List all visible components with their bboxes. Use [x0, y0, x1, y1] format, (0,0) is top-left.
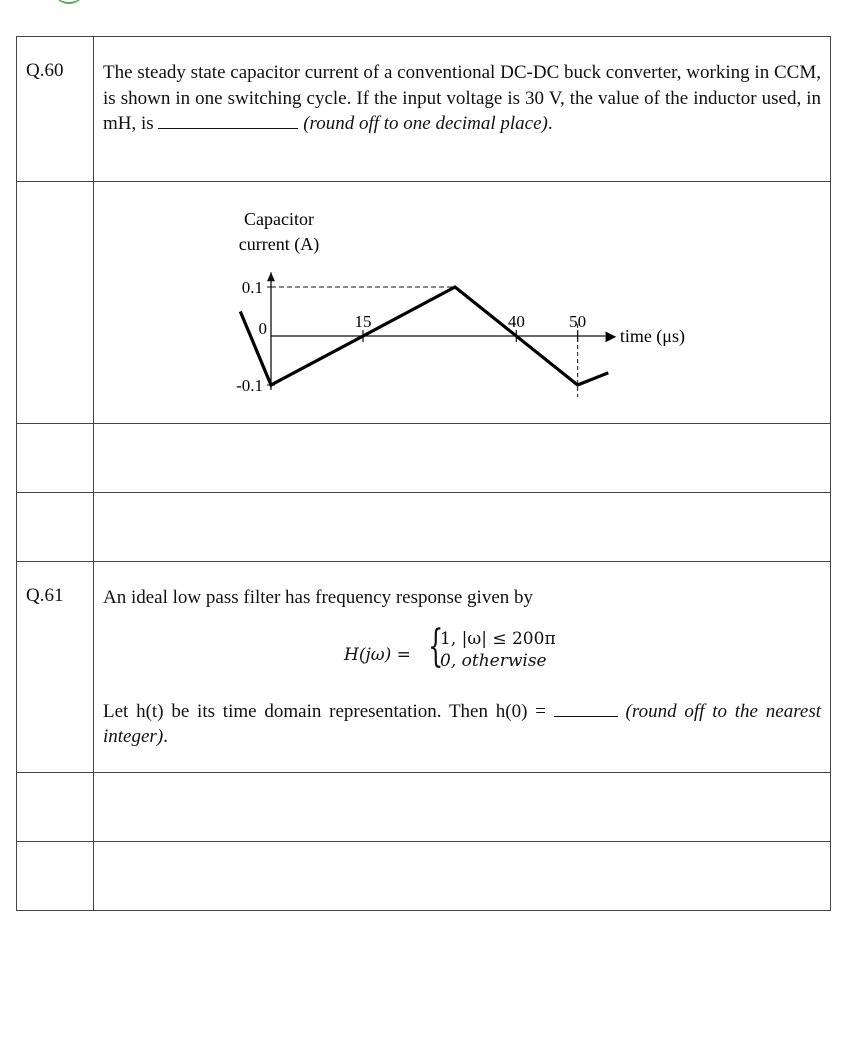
x-tick-label: 15 — [354, 312, 372, 331]
rounding-note: (round off to one decimal place) — [303, 113, 548, 134]
empty-row — [17, 842, 831, 911]
y-tick-label: -0.1 — [236, 376, 263, 395]
chart-axes — [267, 272, 605, 397]
x-axis-label: ►time (μs) — [602, 326, 685, 346]
question-row — [17, 562, 831, 773]
empty-cell — [17, 842, 94, 911]
question-text — [94, 562, 830, 750]
empty-row — [17, 493, 831, 562]
y-axis-label-line1: Capacitor — [244, 209, 314, 229]
y-tick-label: 0.1 — [241, 278, 263, 297]
question-text — [94, 37, 830, 137]
equation-case-2: 0, otherwise — [440, 650, 547, 671]
question-number: Q.60 — [26, 60, 64, 81]
question-text-cell — [94, 37, 831, 182]
x-tick-label: 50 — [569, 312, 587, 331]
y-axis-arrowhead — [267, 272, 275, 281]
empty-cell — [94, 773, 831, 842]
empty-cell — [17, 182, 94, 424]
y-axis-label-line2: current (A) — [238, 234, 320, 254]
question-table — [16, 36, 831, 911]
equation-block — [103, 620, 821, 697]
question-stem-line — [103, 699, 821, 750]
empty-cell — [17, 424, 94, 493]
empty-row — [17, 424, 831, 493]
equation-lhs: H(jω) = — [344, 644, 411, 665]
rounding-note: (round off to the nearest integer) — [103, 700, 822, 747]
question-stem: The steady state capacitor current of a conventional DC-DC buck converter, working in CCM, is shown in one switching cycle. If the input voltage is 30 V, the value of the inductor used, in mH, is — [103, 62, 821, 134]
question-number: Q.61 — [26, 585, 64, 606]
figure-row — [17, 182, 831, 424]
empty-cell — [94, 842, 831, 911]
empty-cell — [94, 493, 831, 562]
logo-fragment — [52, 0, 86, 4]
question-text-cell — [94, 562, 831, 773]
answer-blank — [158, 111, 298, 129]
x-tick-label: 40 — [507, 312, 525, 331]
question-stem: Let h(t) be its time domain representation. Then h(0) = — [103, 700, 546, 722]
question-intro: An ideal low pass filter has frequency response given by — [103, 587, 534, 608]
empty-cell — [17, 493, 94, 562]
y-tick-label: 0 — [258, 319, 267, 338]
question-number-cell — [17, 562, 94, 773]
sentence-end: . — [547, 113, 553, 134]
question-number-cell — [17, 37, 94, 182]
equation-case-1: 1, |ω| ≤ 200π — [440, 628, 556, 649]
sentence-end: . — [163, 726, 168, 747]
empty-row — [17, 773, 831, 842]
figure-cell — [94, 182, 831, 424]
question-row — [17, 37, 831, 182]
answer-blank — [554, 699, 618, 717]
empty-cell — [94, 424, 831, 493]
empty-cell — [17, 773, 94, 842]
capacitor-current-chart — [94, 182, 831, 422]
brace-symbol: { — [428, 620, 444, 672]
